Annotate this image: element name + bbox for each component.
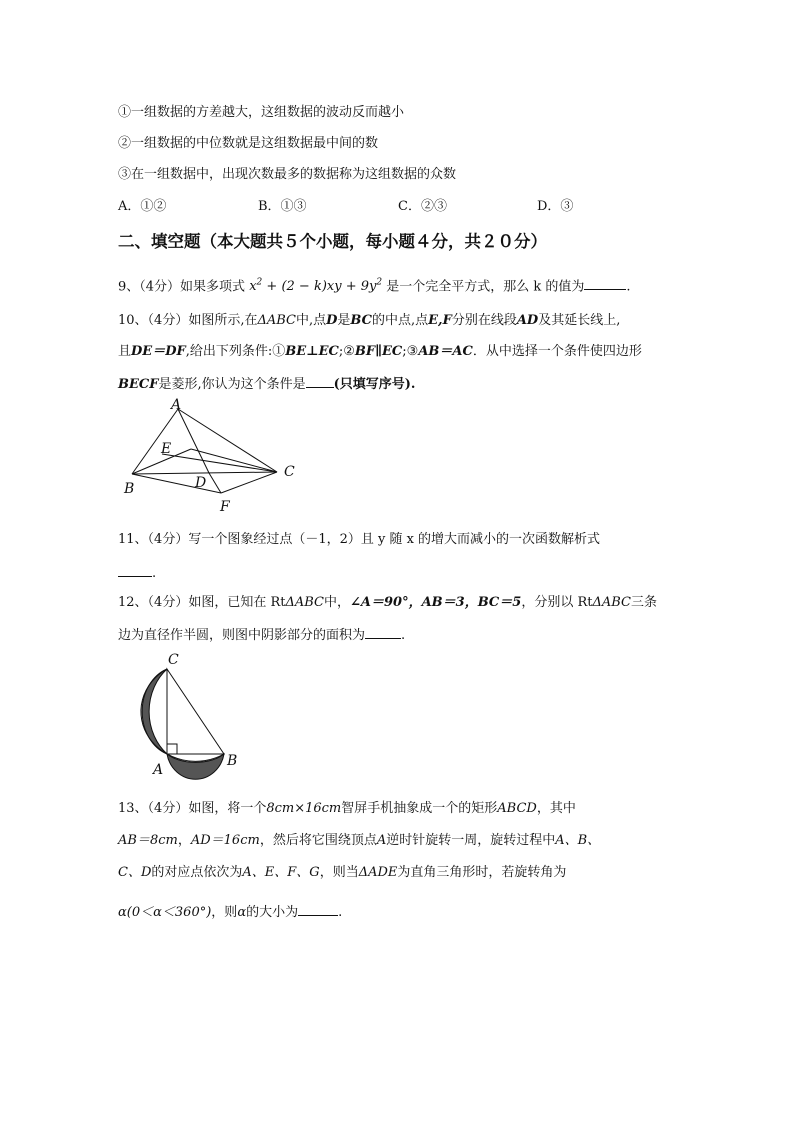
statement-1: ①一组数据的方差越大，这组数据的波动反而越小 <box>118 105 405 120</box>
section-title: 二、填空题（本大题共５个小题，每小题４分，共２０分） <box>118 232 547 251</box>
q9-post: 是一个完全平方式，那么 k 的值为 <box>386 279 585 295</box>
q13-math: 8cm×16cm <box>266 801 342 816</box>
q13-answer-blank <box>298 902 338 916</box>
q10-math: AD <box>516 313 539 328</box>
q10-math: BF∥EC <box>354 344 403 359</box>
triangle-abc <box>167 669 224 754</box>
q13-math: ABCD <box>497 801 537 816</box>
q10-text: ;③ <box>402 344 419 359</box>
q12-answer-blank <box>365 625 401 639</box>
question-9 <box>118 274 631 296</box>
q13-math: α(0＜α＜360°) <box>118 905 212 920</box>
q13-end: . <box>338 905 343 920</box>
q12-end: . <box>401 628 406 643</box>
q9-pre: 如果多项式 <box>180 279 246 295</box>
question-13-line-3 <box>118 864 566 882</box>
label-b: B <box>227 753 238 769</box>
q13-text: 逆时针旋转一周，旋转过程中 <box>386 833 556 848</box>
q12-text: 三条 <box>631 595 658 610</box>
label-e: E <box>161 441 172 457</box>
question-10-line-1 <box>118 312 620 330</box>
figure-12 <box>118 648 258 784</box>
q13-math: C、D <box>118 865 152 880</box>
q10-text: 且 <box>118 344 132 359</box>
q12-math: ΔABC <box>592 595 632 610</box>
q10-math: ΔABC <box>257 313 296 328</box>
q13-math: AB＝8cm <box>118 833 178 848</box>
q10-math: E,F <box>428 313 452 328</box>
q9-end: . <box>626 279 631 295</box>
segment-bc <box>132 472 277 474</box>
q10-text: 的中点,点 <box>372 313 429 328</box>
question-11-line-1: 11、（4分）写一个图象经过点（－1，2）且 y 随 x 的增大而减小的一次函数解析式 <box>118 532 601 547</box>
q10-text: 10、（4分）如图所示,在 <box>118 313 258 328</box>
q13-text: 智屏手机抽象成一个的矩形 <box>341 801 498 816</box>
figure-10 <box>115 398 315 516</box>
q12-math: ΔABC <box>285 595 324 610</box>
q13-text: ，然后将它围绕顶点 <box>259 833 377 848</box>
q10-math: BECF <box>118 377 159 392</box>
label-b: B <box>124 481 135 497</box>
question-13-line-2 <box>118 832 600 850</box>
label-a: A <box>171 398 182 413</box>
q10-text: ．从中选择一个条件使四边形 <box>472 344 642 359</box>
option-d: D．③ <box>537 199 574 214</box>
q13-math: ΔADE <box>358 865 398 880</box>
q13-text: 为直角三角形时，若旋转角为 <box>397 865 567 880</box>
option-c: C．②③ <box>398 199 447 214</box>
q13-text: 的大小为 <box>246 905 299 920</box>
q10-text: (只填写序号). <box>333 377 416 392</box>
shaded-lune-ac <box>142 669 167 754</box>
q13-text: ，则 <box>211 905 238 920</box>
q12-text: ，分别以 Rt <box>521 595 593 610</box>
q9-polynomial: $x^2 + (2 - k)xy + 9y^2$ <box>249 278 383 295</box>
question-13-line-4 <box>118 902 342 922</box>
q13-math: A、B、 <box>555 833 601 848</box>
q10-text: 是菱形,你认为这个条件是 <box>158 377 306 392</box>
q10-math: DE＝DF <box>131 344 186 359</box>
question-12-line-1 <box>118 594 657 612</box>
option-a: A．①② <box>118 199 167 214</box>
question-13-line-1 <box>118 800 576 818</box>
q10-text: 分别在线段 <box>451 313 517 328</box>
q12-text: 12、（4分）如图，已知在 Rt <box>118 595 286 610</box>
question-10-line-3 <box>118 374 415 394</box>
label-c: C <box>284 464 295 480</box>
question-11-line-2 <box>118 563 156 583</box>
q10-answer-blank <box>306 374 334 388</box>
right-angle-mark <box>167 744 177 754</box>
q13-math: A、E、F、G <box>242 865 320 880</box>
q10-text: ,给出下列条件:① <box>185 344 286 359</box>
q10-text: ;② <box>338 344 355 359</box>
label-f: F <box>220 499 230 515</box>
option-b: B．①③ <box>258 199 307 214</box>
question-12-line-2 <box>118 625 405 645</box>
q10-math: D <box>326 313 338 328</box>
q10-text: 是 <box>337 313 351 328</box>
q10-text: 及其延长线上, <box>538 313 621 328</box>
q12-math: ∠A＝90°，AB＝3，BC＝5 <box>350 595 522 610</box>
q13-text: ，其中 <box>536 801 576 816</box>
segment-bf <box>132 474 221 493</box>
q13-text: ， <box>177 833 191 848</box>
q13-math: α <box>237 905 247 920</box>
q10-math: BE⊥EC <box>285 344 339 359</box>
label-a: A <box>153 762 164 778</box>
label-c: C <box>168 652 179 668</box>
q13-math: A <box>376 833 387 848</box>
q9-number: 9、（4分） <box>118 279 181 295</box>
q12-text: 边为直径作半圆，则图中阴影部分的面积为 <box>118 628 366 643</box>
q9-answer-blank <box>584 276 626 290</box>
q13-text: 的对应点依次为 <box>151 865 243 880</box>
q10-math: AB＝AC <box>418 344 473 359</box>
statement-3: ③在一组数据中，出现次数最多的数据称为这组数据的众数 <box>118 167 457 182</box>
q11-answer-blank <box>118 563 152 577</box>
q11-end: . <box>152 566 157 581</box>
question-10-line-2 <box>118 343 642 361</box>
q13-math: AD＝16cm <box>190 833 260 848</box>
q10-text: 中,点 <box>295 313 327 328</box>
q12-text: 中， <box>324 595 351 610</box>
segment-df <box>209 473 221 493</box>
statement-2: ②一组数据的中位数就是这组数据最中间的数 <box>118 136 379 151</box>
q13-text: 13、（4分）如图，将一个 <box>118 801 267 816</box>
segment-fc <box>221 472 277 493</box>
q13-text: ，则当 <box>319 865 359 880</box>
label-d: D <box>195 475 207 491</box>
q10-math: BC <box>350 313 372 328</box>
